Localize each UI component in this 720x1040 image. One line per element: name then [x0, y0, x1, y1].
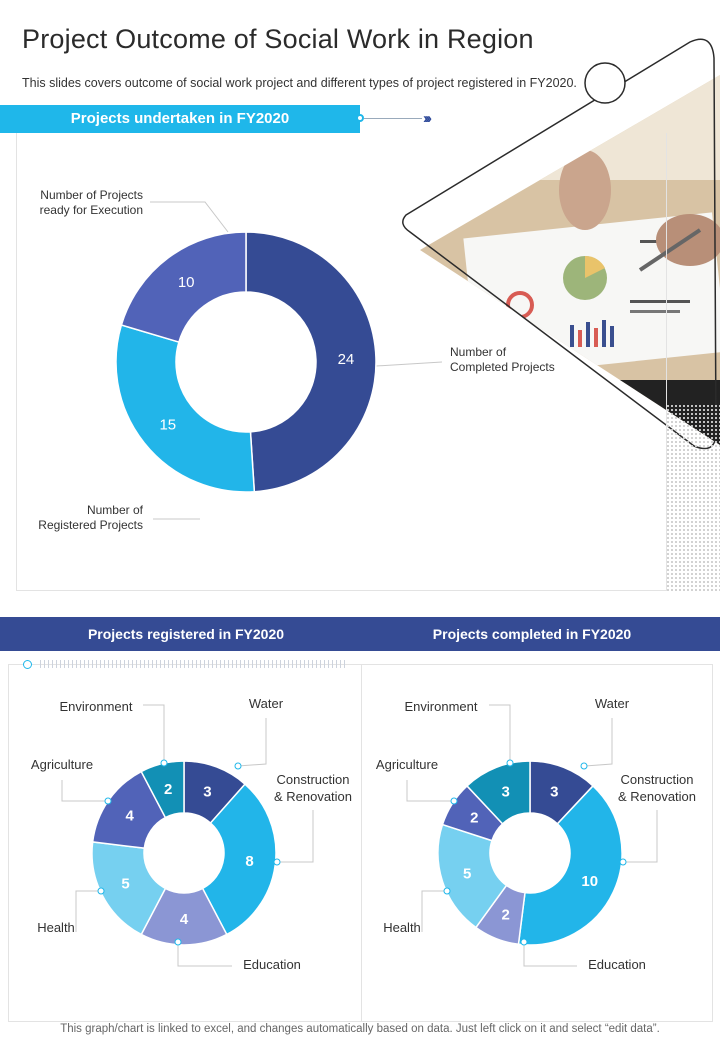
slice-number-of-registered-projects — [116, 325, 254, 492]
category-label-text: Construction — [620, 772, 694, 787]
value-label-construction-and-renovation: 8 — [245, 852, 254, 870]
footer-note: This graph/chart is linked to excel, and changes automatically based on data. Just left click on it and select “edit data”. — [60, 1023, 660, 1035]
value-label-construction-and-renovation: 10 — [581, 873, 599, 891]
leader-marker — [507, 760, 513, 766]
banner-projects-undertaken: Projects undertaken in FY2020 — [0, 105, 360, 133]
category-label-environment — [405, 699, 478, 714]
leader-line — [62, 780, 108, 801]
leader-line — [277, 810, 313, 862]
value-label-environment: 2 — [164, 780, 173, 798]
category-label-text: Education — [243, 957, 301, 972]
banner-projects-registered: Projects registered in FY2020 — [87, 626, 285, 642]
category-label-text: & Renovation — [273, 789, 353, 804]
banner-projects-completed: Projects completed in FY2020 — [432, 626, 632, 642]
category-label-education — [588, 957, 646, 972]
value-label-number-of-registered-projects: 15 — [159, 416, 177, 434]
bottom-banner — [0, 617, 720, 651]
leader-line — [585, 718, 612, 766]
category-label-text: Construction — [276, 772, 350, 787]
projects-registered-donut — [0, 680, 362, 1020]
category-label-construction-and-renovation — [274, 772, 352, 804]
page-subtitle: This slides covers outcome of social work project and different types of project registered in FY2020. — [22, 76, 577, 90]
leader-marker — [274, 859, 280, 865]
leader-line — [150, 202, 228, 232]
leader-marker — [105, 798, 111, 804]
leader-line — [143, 705, 164, 763]
category-label-health — [383, 920, 421, 935]
value-label-education: 2 — [501, 906, 510, 924]
category-label-text: Health — [37, 920, 75, 935]
ruler-decoration — [40, 660, 348, 668]
dot-pattern — [666, 404, 720, 592]
category-label-environment — [60, 699, 133, 714]
category-label-number-of-projects-ready-for-execution — [40, 188, 143, 217]
value-label-water: 3 — [550, 783, 559, 801]
leader-line — [489, 705, 510, 763]
category-label-text: Agriculture — [375, 757, 439, 772]
leader-marker — [235, 763, 241, 769]
category-label-text: Number of — [86, 503, 143, 517]
value-label-water: 3 — [203, 783, 212, 801]
category-label-text: Environment — [59, 699, 133, 714]
value-label-education: 4 — [179, 911, 189, 928]
leader-marker — [581, 763, 587, 769]
category-label-text: ready for Execution — [39, 203, 143, 217]
category-label-number-of-completed-projects — [450, 345, 555, 374]
leader-line — [621, 810, 657, 862]
leader-marker — [620, 859, 626, 865]
value-label-agriculture: 2 — [470, 809, 479, 827]
leader-marker — [98, 888, 104, 894]
category-label-water — [249, 696, 284, 711]
category-label-construction-and-renovation — [618, 772, 696, 804]
value-label-health: 5 — [463, 865, 472, 883]
slice-number-of-completed-projects — [246, 232, 376, 492]
leader-line — [238, 718, 266, 766]
value-label-number-of-projects-ready-for-execution: 10 — [177, 273, 195, 291]
banner-dot — [356, 114, 364, 122]
ruler-dot — [23, 660, 32, 669]
leader-marker — [451, 798, 457, 804]
category-label-education — [243, 957, 301, 972]
category-label-agriculture — [31, 757, 93, 772]
category-label-text: Number of — [450, 345, 507, 359]
chevrons-right-icon: ››› — [423, 110, 429, 127]
category-label-text: Water — [594, 696, 630, 711]
category-label-water — [595, 696, 630, 711]
value-label-agriculture: 4 — [125, 807, 134, 825]
value-label-health: 5 — [121, 875, 130, 893]
leader-line — [407, 780, 456, 801]
category-label-text: Agriculture — [30, 757, 94, 772]
category-label-text: Health — [383, 920, 421, 935]
category-label-agriculture — [376, 757, 438, 772]
category-label-text: Registered Projects — [38, 518, 143, 532]
category-label-text: Environment — [404, 699, 478, 714]
category-label-health — [37, 920, 75, 935]
leader-marker — [521, 939, 527, 945]
leader-marker — [444, 888, 450, 894]
category-label-text: Completed Projects — [450, 360, 555, 374]
leader-line — [76, 891, 101, 932]
value-label-environment: 3 — [501, 783, 510, 801]
category-label-number-of-registered-projects — [38, 503, 143, 532]
category-label-text: Education — [588, 957, 646, 972]
category-label-text: Number of Projects — [40, 188, 143, 202]
category-label-text: Water — [248, 696, 284, 711]
banner-connector-line — [364, 118, 422, 119]
projects-undertaken-donut — [0, 140, 660, 580]
category-label-text: & Renovation — [617, 789, 697, 804]
value-label-number-of-completed-projects: 24 — [337, 350, 355, 368]
projects-completed-donut — [362, 680, 720, 1020]
leader-marker — [175, 939, 181, 945]
leader-line — [422, 891, 446, 932]
leader-marker — [161, 760, 167, 766]
page-title: Project Outcome of Social Work in Region — [22, 24, 534, 54]
